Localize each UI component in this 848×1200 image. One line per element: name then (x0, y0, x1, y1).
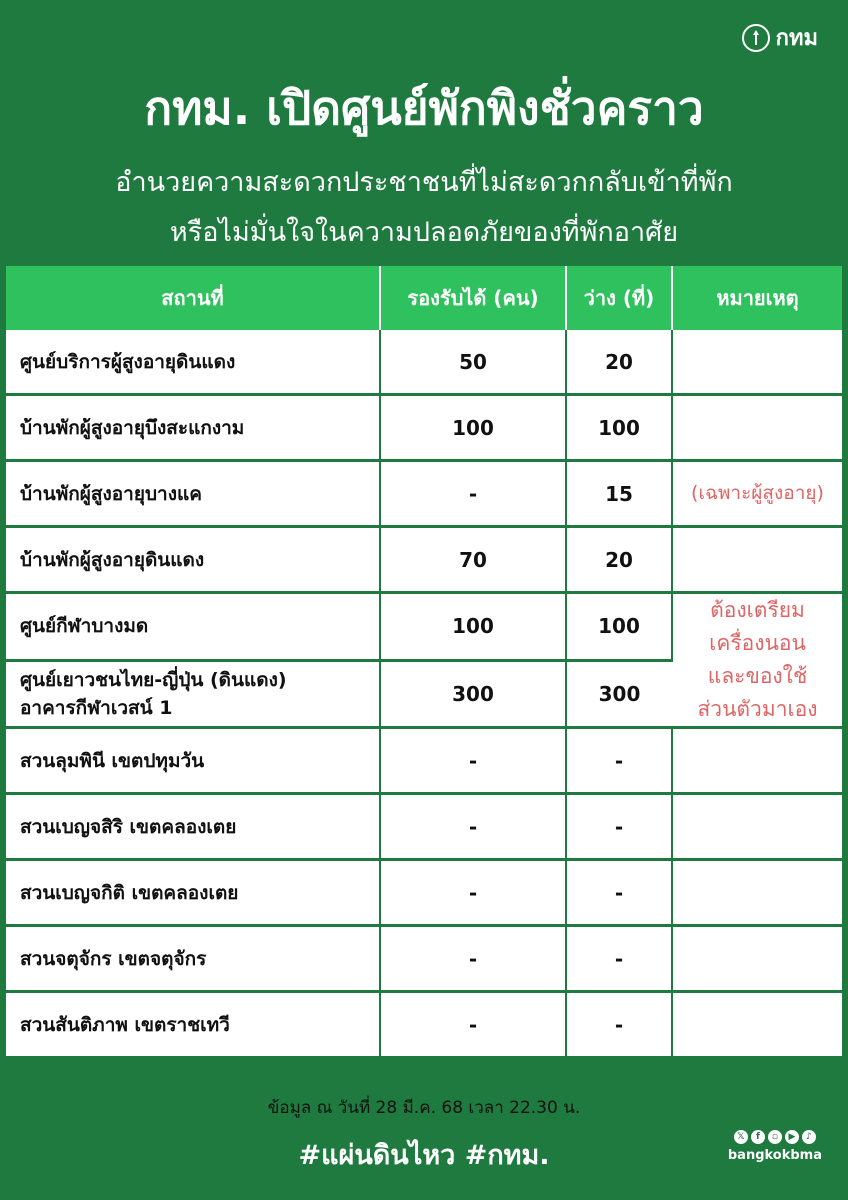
note-cell (672, 992, 842, 1058)
capacity-cell: 100 (380, 395, 566, 461)
social-links (728, 1130, 822, 1163)
vacant-cell: 20 (566, 330, 672, 395)
social-handle: bangkokbma (727, 1148, 822, 1163)
table-row (6, 992, 842, 1058)
capacity-cell: - (380, 926, 566, 992)
table-header-row (6, 266, 842, 330)
table-row (6, 461, 842, 527)
vacant-cell: 100 (566, 593, 672, 661)
note-cell: (เฉพาะผู้สูงอายุ) (672, 461, 842, 527)
place-cell: ศูนย์กีฬาบางมด (6, 593, 380, 661)
vacant-cell: - (566, 794, 672, 860)
capacity-cell: - (380, 728, 566, 794)
note-cell (672, 395, 842, 461)
header-place: สถานที่ (6, 266, 380, 330)
vacant-cell: - (566, 926, 672, 992)
note-cell (672, 860, 842, 926)
line-icon[interactable]: ▫ (768, 1130, 782, 1144)
place-cell: บ้านพักผู้สูงอายุดินแดง (6, 527, 380, 593)
table-row (6, 593, 842, 661)
note-line: ส่วนตัวมาเอง (697, 697, 818, 721)
vacant-cell: - (566, 728, 672, 794)
merged-note-cell (672, 593, 842, 728)
note-line: เครื่องนอน (709, 631, 806, 655)
place-cell: สวนสันติภาพ เขตราชเทวี (6, 992, 380, 1058)
bma-seal-icon (742, 24, 770, 52)
table-row (6, 330, 842, 395)
subtitle-line-1: อำนวยความสะดวกประชาชนที่ไม่สะดวกกลับเข้าที่พัก (115, 167, 733, 198)
subtitle-line-2: หรือไม่มั่นใจในความปลอดภัยของที่พักอาศัย (169, 217, 679, 248)
vacant-cell: - (566, 992, 672, 1058)
place-cell (6, 660, 380, 728)
youtube-icon[interactable]: ▶ (785, 1130, 799, 1144)
note-cell (672, 527, 842, 593)
note-cell (672, 794, 842, 860)
capacity-cell: - (380, 461, 566, 527)
vacant-cell: 15 (566, 461, 672, 527)
vacant-cell: 20 (566, 527, 672, 593)
place-line-1: ศูนย์เยาวชนไทย-ญี่ปุ่น (ดินแดง) (20, 668, 287, 691)
place-cell: สวนเบญจสิริ เขตคลองเตย (6, 794, 380, 860)
shelter-table (6, 266, 842, 1059)
tiktok-icon[interactable]: ♪ (802, 1130, 816, 1144)
place-cell: สวนลุมพินี เขตปทุมวัน (6, 728, 380, 794)
capacity-cell: 70 (380, 527, 566, 593)
table-row (6, 860, 842, 926)
note-line: ต้องเตรียม (710, 598, 805, 622)
note-cell (672, 728, 842, 794)
capacity-cell: - (380, 860, 566, 926)
header-capacity: รองรับได้ (คน) (380, 266, 566, 330)
place-cell: ศูนย์บริการผู้สูงอายุดินแดง (6, 330, 380, 395)
table-row (6, 794, 842, 860)
capacity-cell: 100 (380, 593, 566, 661)
page-title: กทม. เปิดศูนย์พักพิงชั่วคราว (144, 81, 704, 135)
hashtags: #แผ่นดินไหว #กทม. (298, 1140, 550, 1171)
logo-text: กทม (775, 26, 818, 51)
bma-logo (742, 20, 818, 55)
place-line-2: อาคารกีฬาเวสน์ 1 (20, 696, 173, 719)
header-note: หมายเหตุ (672, 266, 842, 330)
capacity-cell: - (380, 992, 566, 1058)
vacant-cell: - (566, 860, 672, 926)
place-cell: บ้านพักผู้สูงอายุบางแค (6, 461, 380, 527)
x-icon[interactable]: 𝕏 (734, 1130, 748, 1144)
facebook-icon[interactable]: f (751, 1130, 765, 1144)
place-cell: บ้านพักผู้สูงอายุบึงสะแกงาม (6, 395, 380, 461)
vacant-cell: 300 (566, 660, 672, 728)
note-line: และของใช้ (707, 664, 808, 688)
capacity-cell: 50 (380, 330, 566, 395)
table-row (6, 395, 842, 461)
table-row (6, 527, 842, 593)
table-row (6, 926, 842, 992)
note-cell (672, 330, 842, 395)
place-cell: สวนเบญจกิติ เขตคลองเตย (6, 860, 380, 926)
capacity-cell: - (380, 794, 566, 860)
table-row (6, 728, 842, 794)
header-vacant: ว่าง (ที่) (566, 266, 672, 330)
note-cell (672, 926, 842, 992)
vacant-cell: 100 (566, 395, 672, 461)
data-timestamp: ข้อมูล ณ วันที่ 28 มี.ค. 68 เวลา 22.30 น. (267, 1098, 581, 1118)
capacity-cell: 300 (380, 660, 566, 728)
place-cell: สวนจตุจักร เขตจตุจักร (6, 926, 380, 992)
